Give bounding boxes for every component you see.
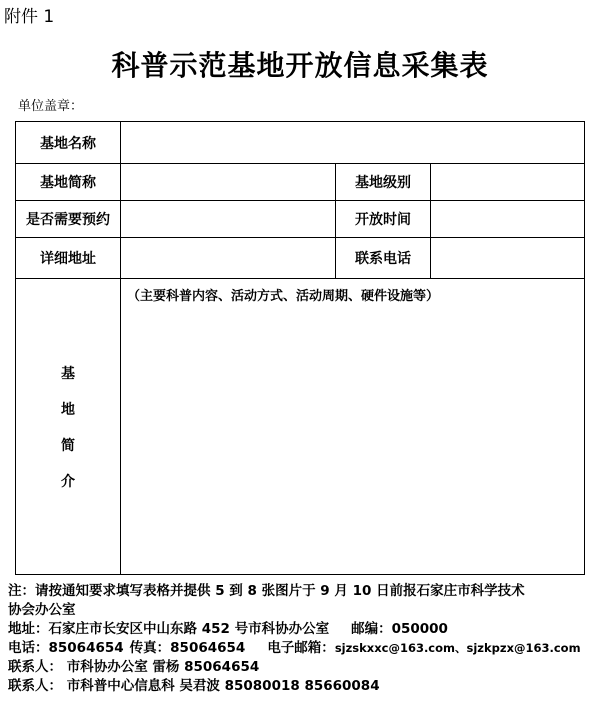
label-phone: 联系电话 (336, 238, 431, 279)
email-label: 电子邮箱： (267, 640, 335, 656)
label-short-name: 基地简称 (16, 164, 121, 201)
row-reservation (16, 201, 585, 238)
seal-label: 单位盖章： (18, 99, 84, 114)
label-open-time: 开放时间 (336, 201, 431, 238)
note-line-1: 注：请按通知要求填写表格并提供 5 到 8 张图片于 9 月 10 日前报石家庄市科学技术 (8, 583, 525, 599)
intro-char: 基 (61, 365, 75, 382)
intro-hint: （主要科普内容、活动方式、活动周期、硬件设施等） (127, 289, 440, 304)
contact-line-1: 联系人： 市科协办公室 雷杨 85064654 (8, 659, 260, 675)
notes-section (8, 582, 596, 696)
label-address: 详细地址 (16, 238, 121, 279)
field-short-name[interactable] (121, 164, 336, 201)
phone-line (8, 639, 596, 658)
email-link[interactable]: sjzskxxc@163.com、sjzkpzx@163.com (334, 641, 581, 655)
phone-text: 电话：85064654 (8, 640, 124, 656)
row-base-name (16, 122, 585, 164)
field-phone[interactable] (431, 238, 585, 279)
address-line (8, 620, 596, 639)
field-base-name[interactable] (121, 122, 585, 164)
intro-char: 简 (61, 437, 75, 454)
intro-char: 地 (61, 401, 75, 418)
label-reservation: 是否需要预约 (16, 201, 121, 238)
field-reservation[interactable] (121, 201, 336, 238)
note-line-2: 协会办公室 (8, 602, 76, 618)
field-open-time[interactable] (431, 201, 585, 238)
label-base-level: 基地级别 (336, 164, 431, 201)
label-base-name: 基地名称 (16, 122, 121, 164)
contact-line-2: 联系人： 市科普中心信息科 吴君波 85080018 85660084 (8, 678, 380, 694)
label-intro (16, 279, 121, 575)
row-intro (16, 279, 585, 575)
field-base-level[interactable] (431, 164, 585, 201)
field-address[interactable] (121, 238, 336, 279)
row-address (16, 238, 585, 279)
info-form-table (15, 121, 585, 575)
address-text: 地址：石家庄市长安区中山东路 452 号市科协办公室 (8, 621, 330, 637)
postcode-text: 邮编：050000 (351, 621, 448, 637)
page-title: 科普示范基地开放信息采集表 (111, 49, 489, 82)
fax-text: 传真：85064654 (129, 640, 246, 656)
row-short-name (16, 164, 585, 201)
attachment-label: 附件 1 (4, 7, 55, 27)
intro-char: 介 (61, 473, 75, 490)
field-intro[interactable] (121, 279, 585, 575)
